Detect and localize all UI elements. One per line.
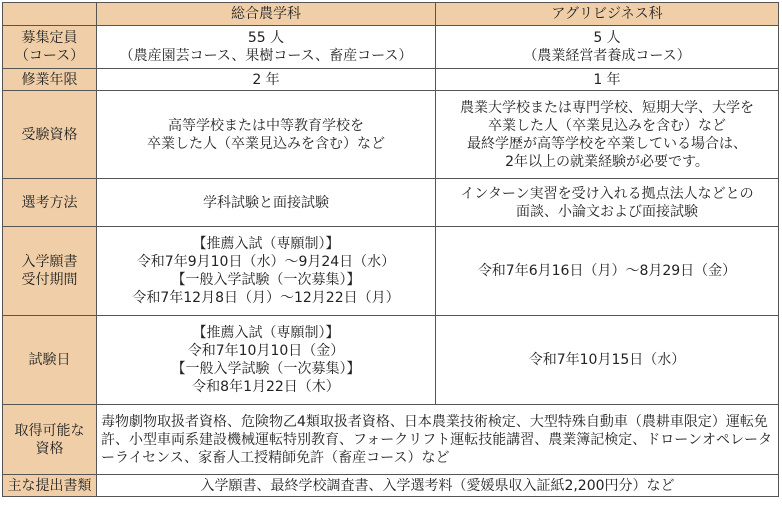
duration-agribusiness: 1 年 <box>436 69 779 91</box>
label-duration: 修業年限 <box>3 69 97 91</box>
label-application-period: 入学願書 受付期間 <box>3 227 97 316</box>
header-corner <box>3 3 97 26</box>
row-selection <box>3 179 779 227</box>
certifications-text: 毒物劇物取扱者資格、危険物乙4類取扱者資格、日本農業技術検定、大型特殊自動車（農耕車限定）運転免許、小型車両系建設機械運転特別教育、フォークリフト運転技能講習、農業簿記検定、ドローンオペレーターライセンス、家畜人工授精師免許（畜産コース）など <box>97 405 779 475</box>
row-certifications <box>3 405 779 475</box>
header-general-agriculture: 総合農学科 <box>97 3 436 26</box>
application-period-agribusiness: 令和7年6月16日（月）～8月29日（金） <box>436 227 779 316</box>
selection-agribusiness: インターン実習を受け入れる拠点法人などとの 面談、小論文および面接試験 <box>436 179 779 227</box>
selection-general: 学科試験と面接試験 <box>97 179 436 227</box>
header-row <box>3 3 779 26</box>
application-period-general: 【推薦入試（専願制）】 令和7年9月10日（水）～9月24日（水） 【一般入学試験（一次募集）】 令和7年12月8日（月）～12月22日（月） <box>97 227 436 316</box>
row-duration <box>3 69 779 91</box>
label-documents: 主な提出書類 <box>3 475 97 497</box>
label-eligibility: 受験資格 <box>3 91 97 179</box>
exam-date-agribusiness: 令和7年10月15日（水） <box>436 316 779 405</box>
row-capacity <box>3 26 779 69</box>
capacity-general: 55 人 （農産園芸コース、果樹コース、畜産コース） <box>97 26 436 69</box>
eligibility-agribusiness: 農業大学校または専門学校、短期大学、大学を 卒業した人（卒業見込みを含む）など 最終学歴が高等学校を卒業している場合は、 2年以上の就業経験が必要です。 <box>436 91 779 179</box>
row-eligibility <box>3 91 779 179</box>
label-selection: 選考方法 <box>3 179 97 227</box>
exam-date-general: 【推薦入試（専願制）】 令和7年10月10日（金） 【一般入学試験（一次募集）】 令和8年1月22日（木） <box>97 316 436 405</box>
row-documents <box>3 475 779 497</box>
label-certifications: 取得可能な 資格 <box>3 405 97 475</box>
header-agribusiness: アグリビジネス科 <box>436 3 779 26</box>
admissions-table <box>2 2 779 497</box>
eligibility-general: 高等学校または中等教育学校を 卒業した人（卒業見込みを含む）など <box>97 91 436 179</box>
duration-general: 2 年 <box>97 69 436 91</box>
documents-text: 入学願書、最終学校調査書、入学選考料（愛媛県収入証紙2,200円分）など <box>97 475 779 497</box>
row-exam-date <box>3 316 779 405</box>
label-exam-date: 試験日 <box>3 316 97 405</box>
row-application-period <box>3 227 779 316</box>
capacity-agribusiness: 5 人 （農業経営者養成コース） <box>436 26 779 69</box>
label-capacity: 募集定員 （コース） <box>3 26 97 69</box>
